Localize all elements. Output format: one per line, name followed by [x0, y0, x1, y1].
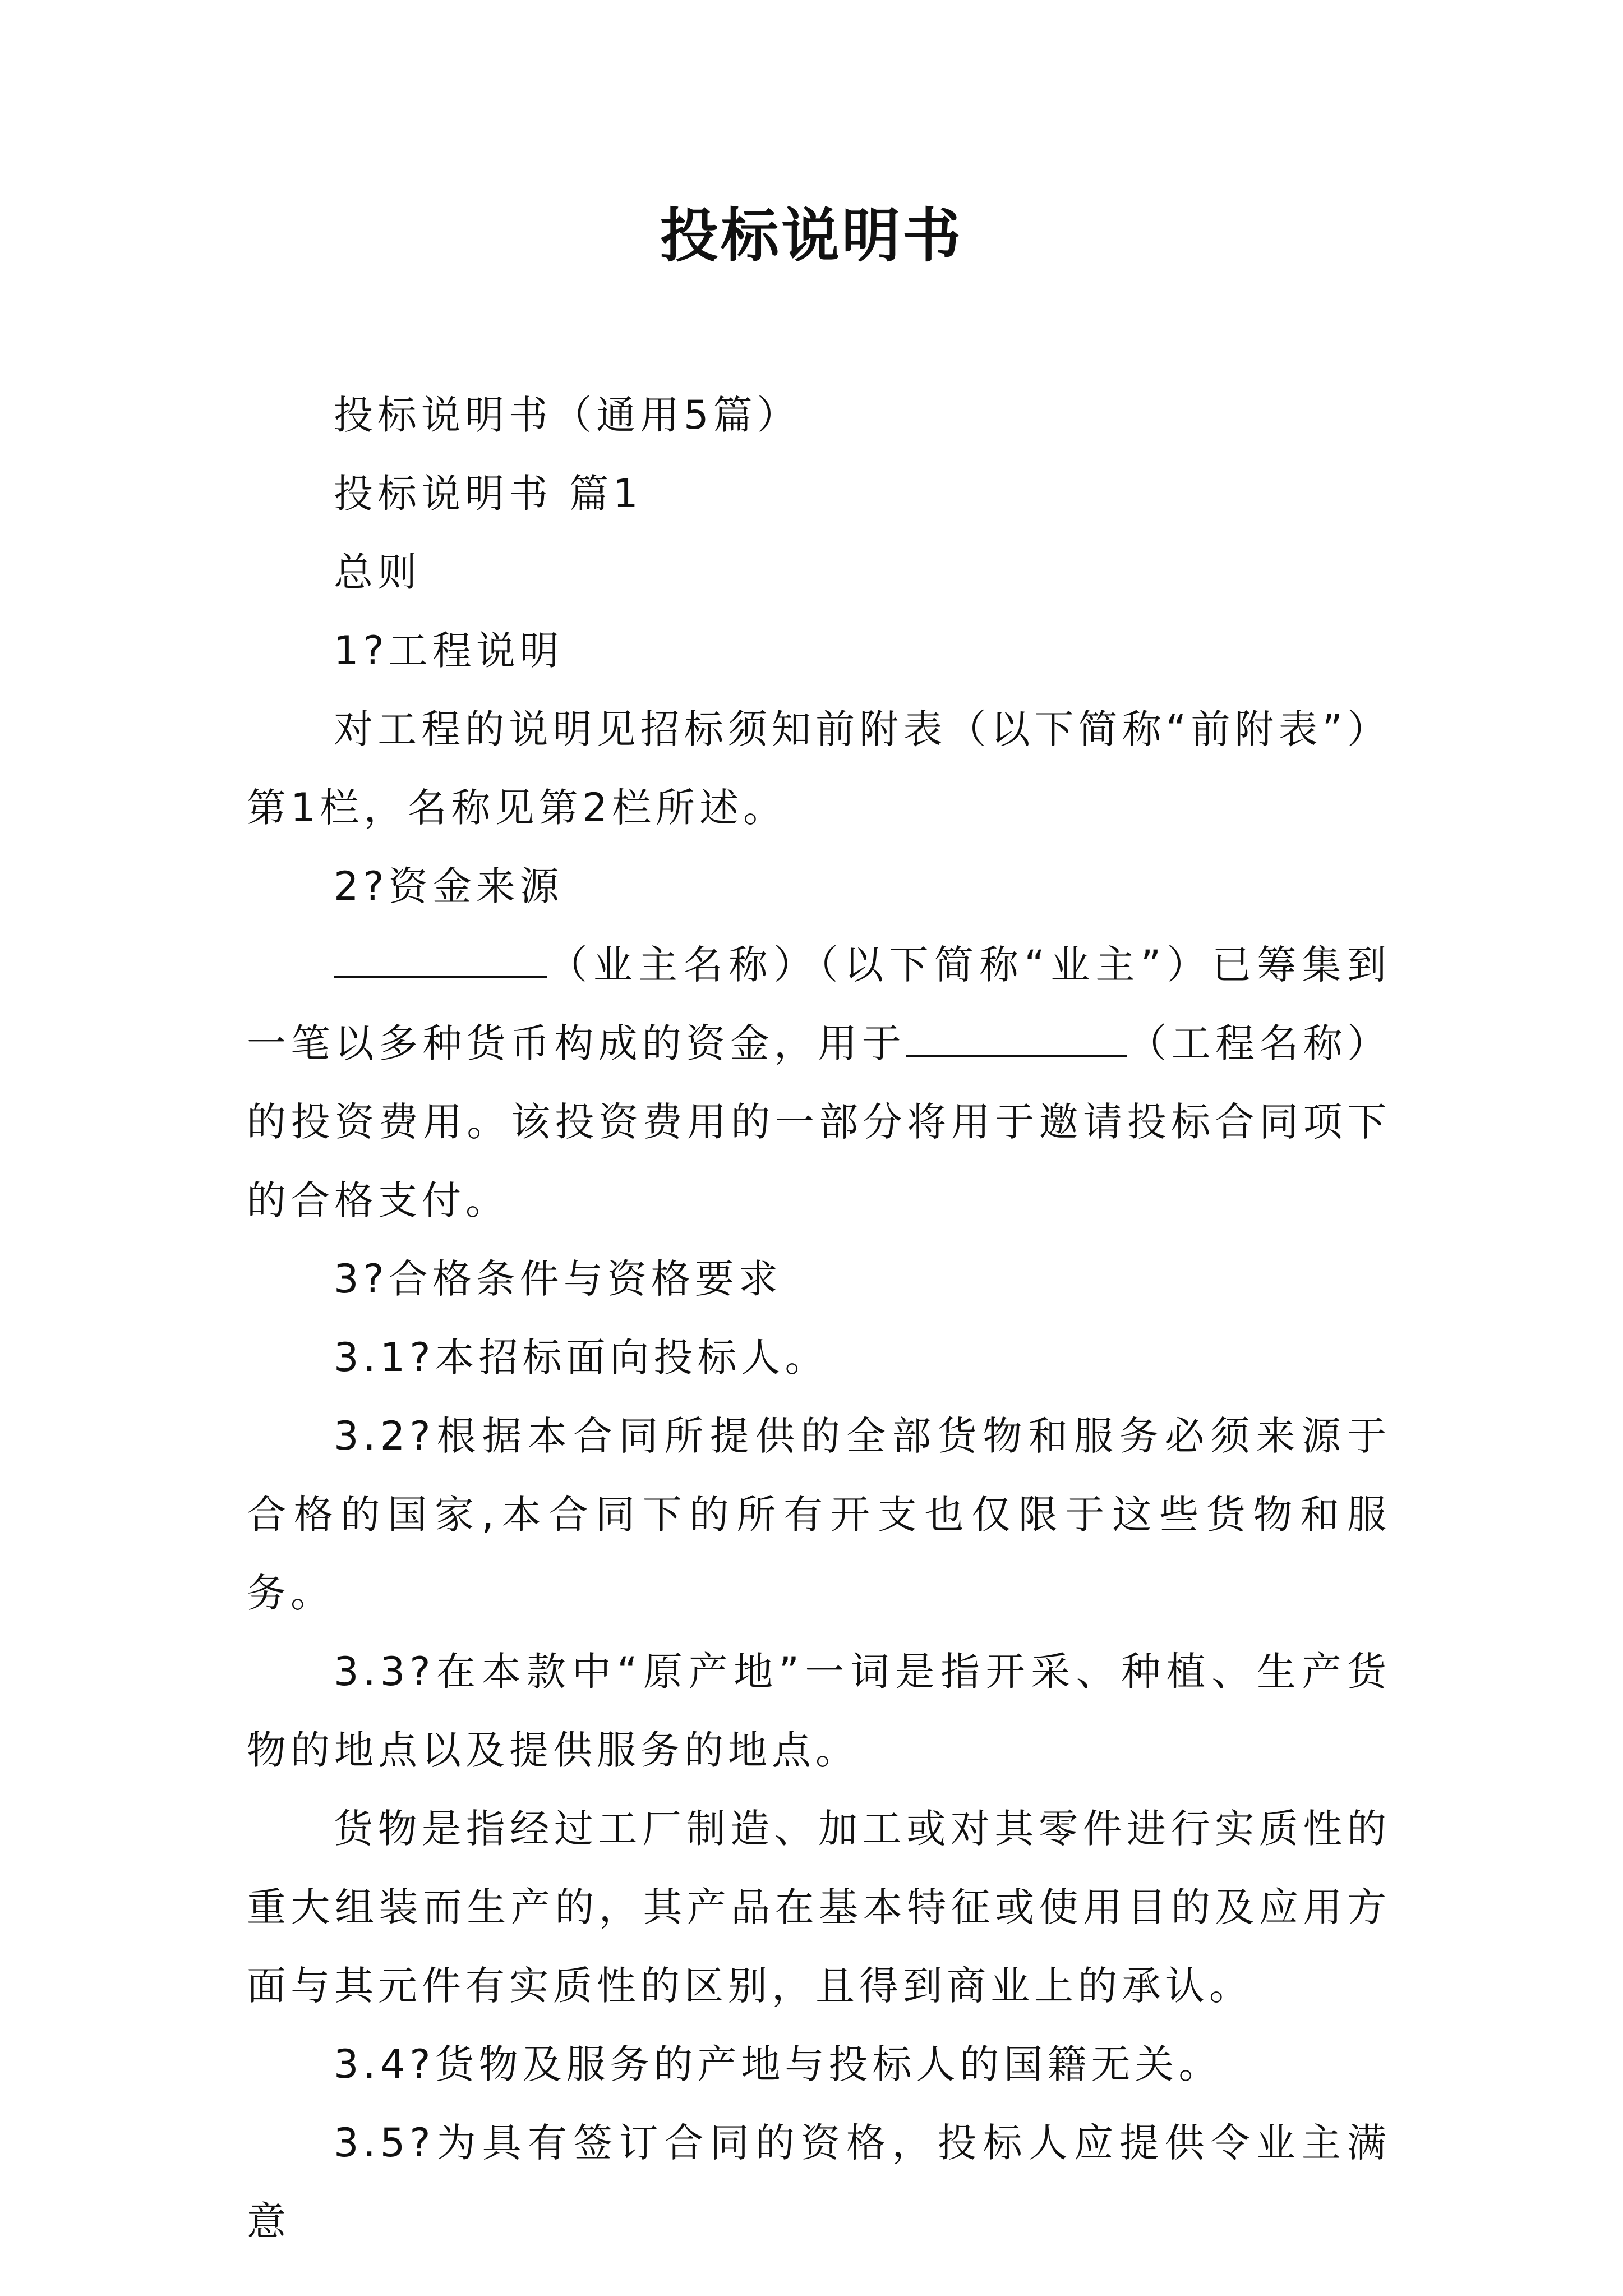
- paragraph: 3.2?根据本合同所提供的全部货物和服务必须来源于合格的国家,本合同下的所有开支也仅限于这些货物和服务。: [247, 1413, 1391, 1616]
- paragraph: 3.5?为具有签订合同的资格，投标人应提供令业主满意: [247, 2120, 1391, 2244]
- paragraph: 3.3?在本款中“原产地”一词是指开采、种植、生产货物的地点以及提供服务的地点。: [247, 1649, 1391, 1773]
- paragraph: 投标说明书（通用5篇）: [334, 392, 801, 438]
- document-body: [247, 376, 1391, 2261]
- section-heading: 总则: [334, 549, 421, 595]
- clause-heading: 1?工程说明: [334, 628, 564, 674]
- paragraph: 货物是指经过工厂制造、加工或对其零件进行实质性的重大组装而生产的，其产品在基本特征或使用目的及应用方面与其元件有实质性的区别，且得到商业上的承认。: [247, 1806, 1391, 2009]
- owner-name-text: （业主名称）（以下简称“业主”）已筹集到一笔以多种货币构成的资金，用于: [247, 942, 1391, 1066]
- paragraph: 3.4?货物及服务的产地与投标人的国籍无关。: [334, 2041, 1223, 2087]
- funding-paragraph: [247, 926, 1391, 1240]
- paragraph: 对工程的说明见招标须知前附表（以下简称“前附表”）第1栏，名称见第2栏所述。: [247, 706, 1391, 831]
- paragraph: 3.1?本招标面向投标人。: [334, 1335, 829, 1381]
- paragraph: 投标说明书 篇1: [334, 471, 643, 517]
- project-name-text: （工程名称）的投资费用。该投资费用的一部分将用于邀请投标合同项下的合格支付。: [247, 1020, 1391, 1223]
- owner-name-blank: [334, 937, 547, 978]
- clause-heading: 3?合格条件与资格要求: [334, 1256, 782, 1302]
- clause-heading: 2?资金来源: [334, 863, 564, 909]
- project-name-blank: [906, 1015, 1127, 1057]
- document-title: 投标说明书: [660, 201, 963, 270]
